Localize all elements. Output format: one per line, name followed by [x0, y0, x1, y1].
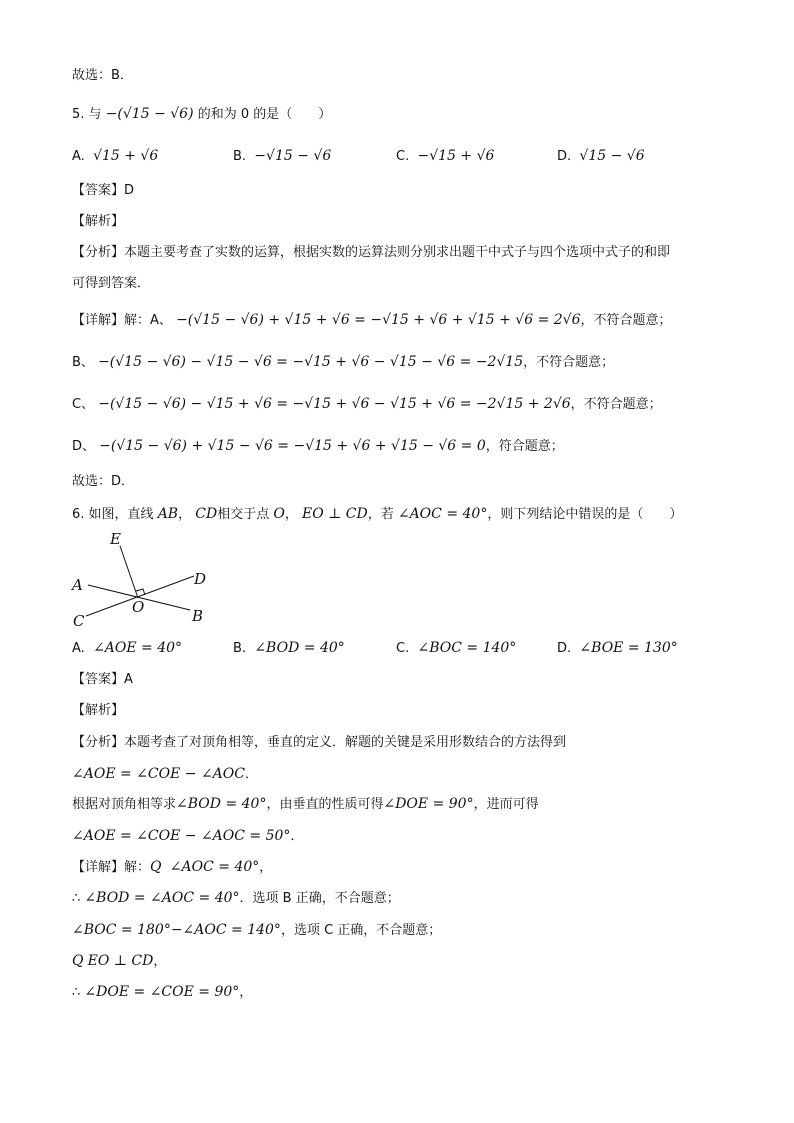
q6-option-b: B. ∠BOD = 40° [233, 640, 345, 656]
q6-detail-5: ∴ ∠DOE = ∠COE = 90°， [72, 984, 253, 1000]
label-d: D [194, 570, 207, 588]
q5-detail-c: C、 −(√15 − √6) − √15 + √6 = −√15 + √6 − √15 + √6 = −2√15 + 2√6，不符合题意； [72, 396, 662, 412]
label-c: C [73, 612, 85, 630]
q6-figure [66, 528, 226, 632]
ray-oe [120, 546, 138, 598]
q6-detail-2: ∴ ∠BOD = ∠AOC = 40°．选项 B 正确，不合题意； [72, 890, 400, 906]
q5-option-d: D. √15 − √6 [557, 148, 645, 164]
q5-option-a: A. √15 + √6 [72, 148, 159, 164]
q6-option-a: A. ∠AOE = 40° [72, 640, 183, 656]
q5-prefix: 5. 与 [72, 107, 102, 122]
q5-option-c: C. −√15 + √6 [396, 148, 495, 164]
q6-option-d: D. ∠BOE = 130° [557, 640, 678, 656]
q5-expr: −(√15 − √6) [105, 106, 194, 122]
q6-jiexi: 【解析】 [72, 703, 125, 718]
q5-stem [72, 104, 331, 125]
q5-detail-d: D、 −(√15 − √6) + √15 − √6 = −√15 + √6 + √15 − √6 = 0，符合题意； [72, 438, 564, 454]
label-b: B [192, 607, 204, 625]
label-e: E [110, 530, 121, 548]
q6-detail-3: ∠BOC = 180°−∠AOC = 140°，选项 C 正确，不合题意； [72, 922, 442, 938]
right-angle-mark [136, 589, 145, 595]
q5-detail-b: B、 −(√15 − √6) − √15 − √6 = −√15 + √6 − √15 − √6 = −2√15，不符合题意； [72, 354, 615, 370]
q6-option-c: C. ∠BOC = 140° [396, 640, 517, 656]
q5-option-b: B. −√15 − √6 [233, 148, 332, 164]
q5-fenxi-2: 可得到答案． [72, 276, 151, 291]
q5-detail-a: 【详解】解：A、 −(√15 − √6) + √15 + √6 = −√15 + √6 + √15 + √6 = 2√6，不符合题意； [72, 312, 672, 328]
q5-conclusion: 故选：D． [72, 474, 135, 489]
q6-fenxi-1: 【分析】本题考查了对顶角相等，垂直的定义．解题的关键是采用形数结合的方法得到 [72, 735, 567, 750]
q5-jiexi: 【解析】 [72, 214, 125, 229]
q6-detail-4: Q EO ⊥ CD， [72, 953, 167, 969]
q6-answer: 【答案】A [72, 672, 133, 687]
q6-detail-1: 【详解】解：Q ∠AOC = 40°， [72, 859, 273, 875]
q6-fenxi-4: ∠AOE = ∠COE − ∠AOC = 50°． [72, 828, 304, 844]
q6-fenxi-3: 根据对顶角相等求∠BOD = 40°，由垂直的性质可得∠DOE = 90°，进而可得 [72, 796, 539, 812]
q6-fenxi-2: ∠AOE = ∠COE − ∠AOC． [72, 766, 258, 782]
q5-answer: 【答案】D [72, 183, 135, 198]
label-o: O [132, 598, 145, 616]
label-a: A [72, 576, 83, 594]
q5-suffix: 的和为 0 的是（ ） [197, 107, 332, 122]
prev-answer-line: 故选：B． [72, 68, 133, 83]
q5-fenxi-1: 【分析】本题主要考查了实数的运算，根据实数的运算法则分别求出题干中式子与四个选项中式子的和即 [72, 245, 671, 260]
q6-stem: 6. 如图，直线 AB， CD相交于点 O， EO ⊥ CD，若 ∠AOC = 40°，则下列结论中错误的是（ ） [72, 506, 683, 522]
